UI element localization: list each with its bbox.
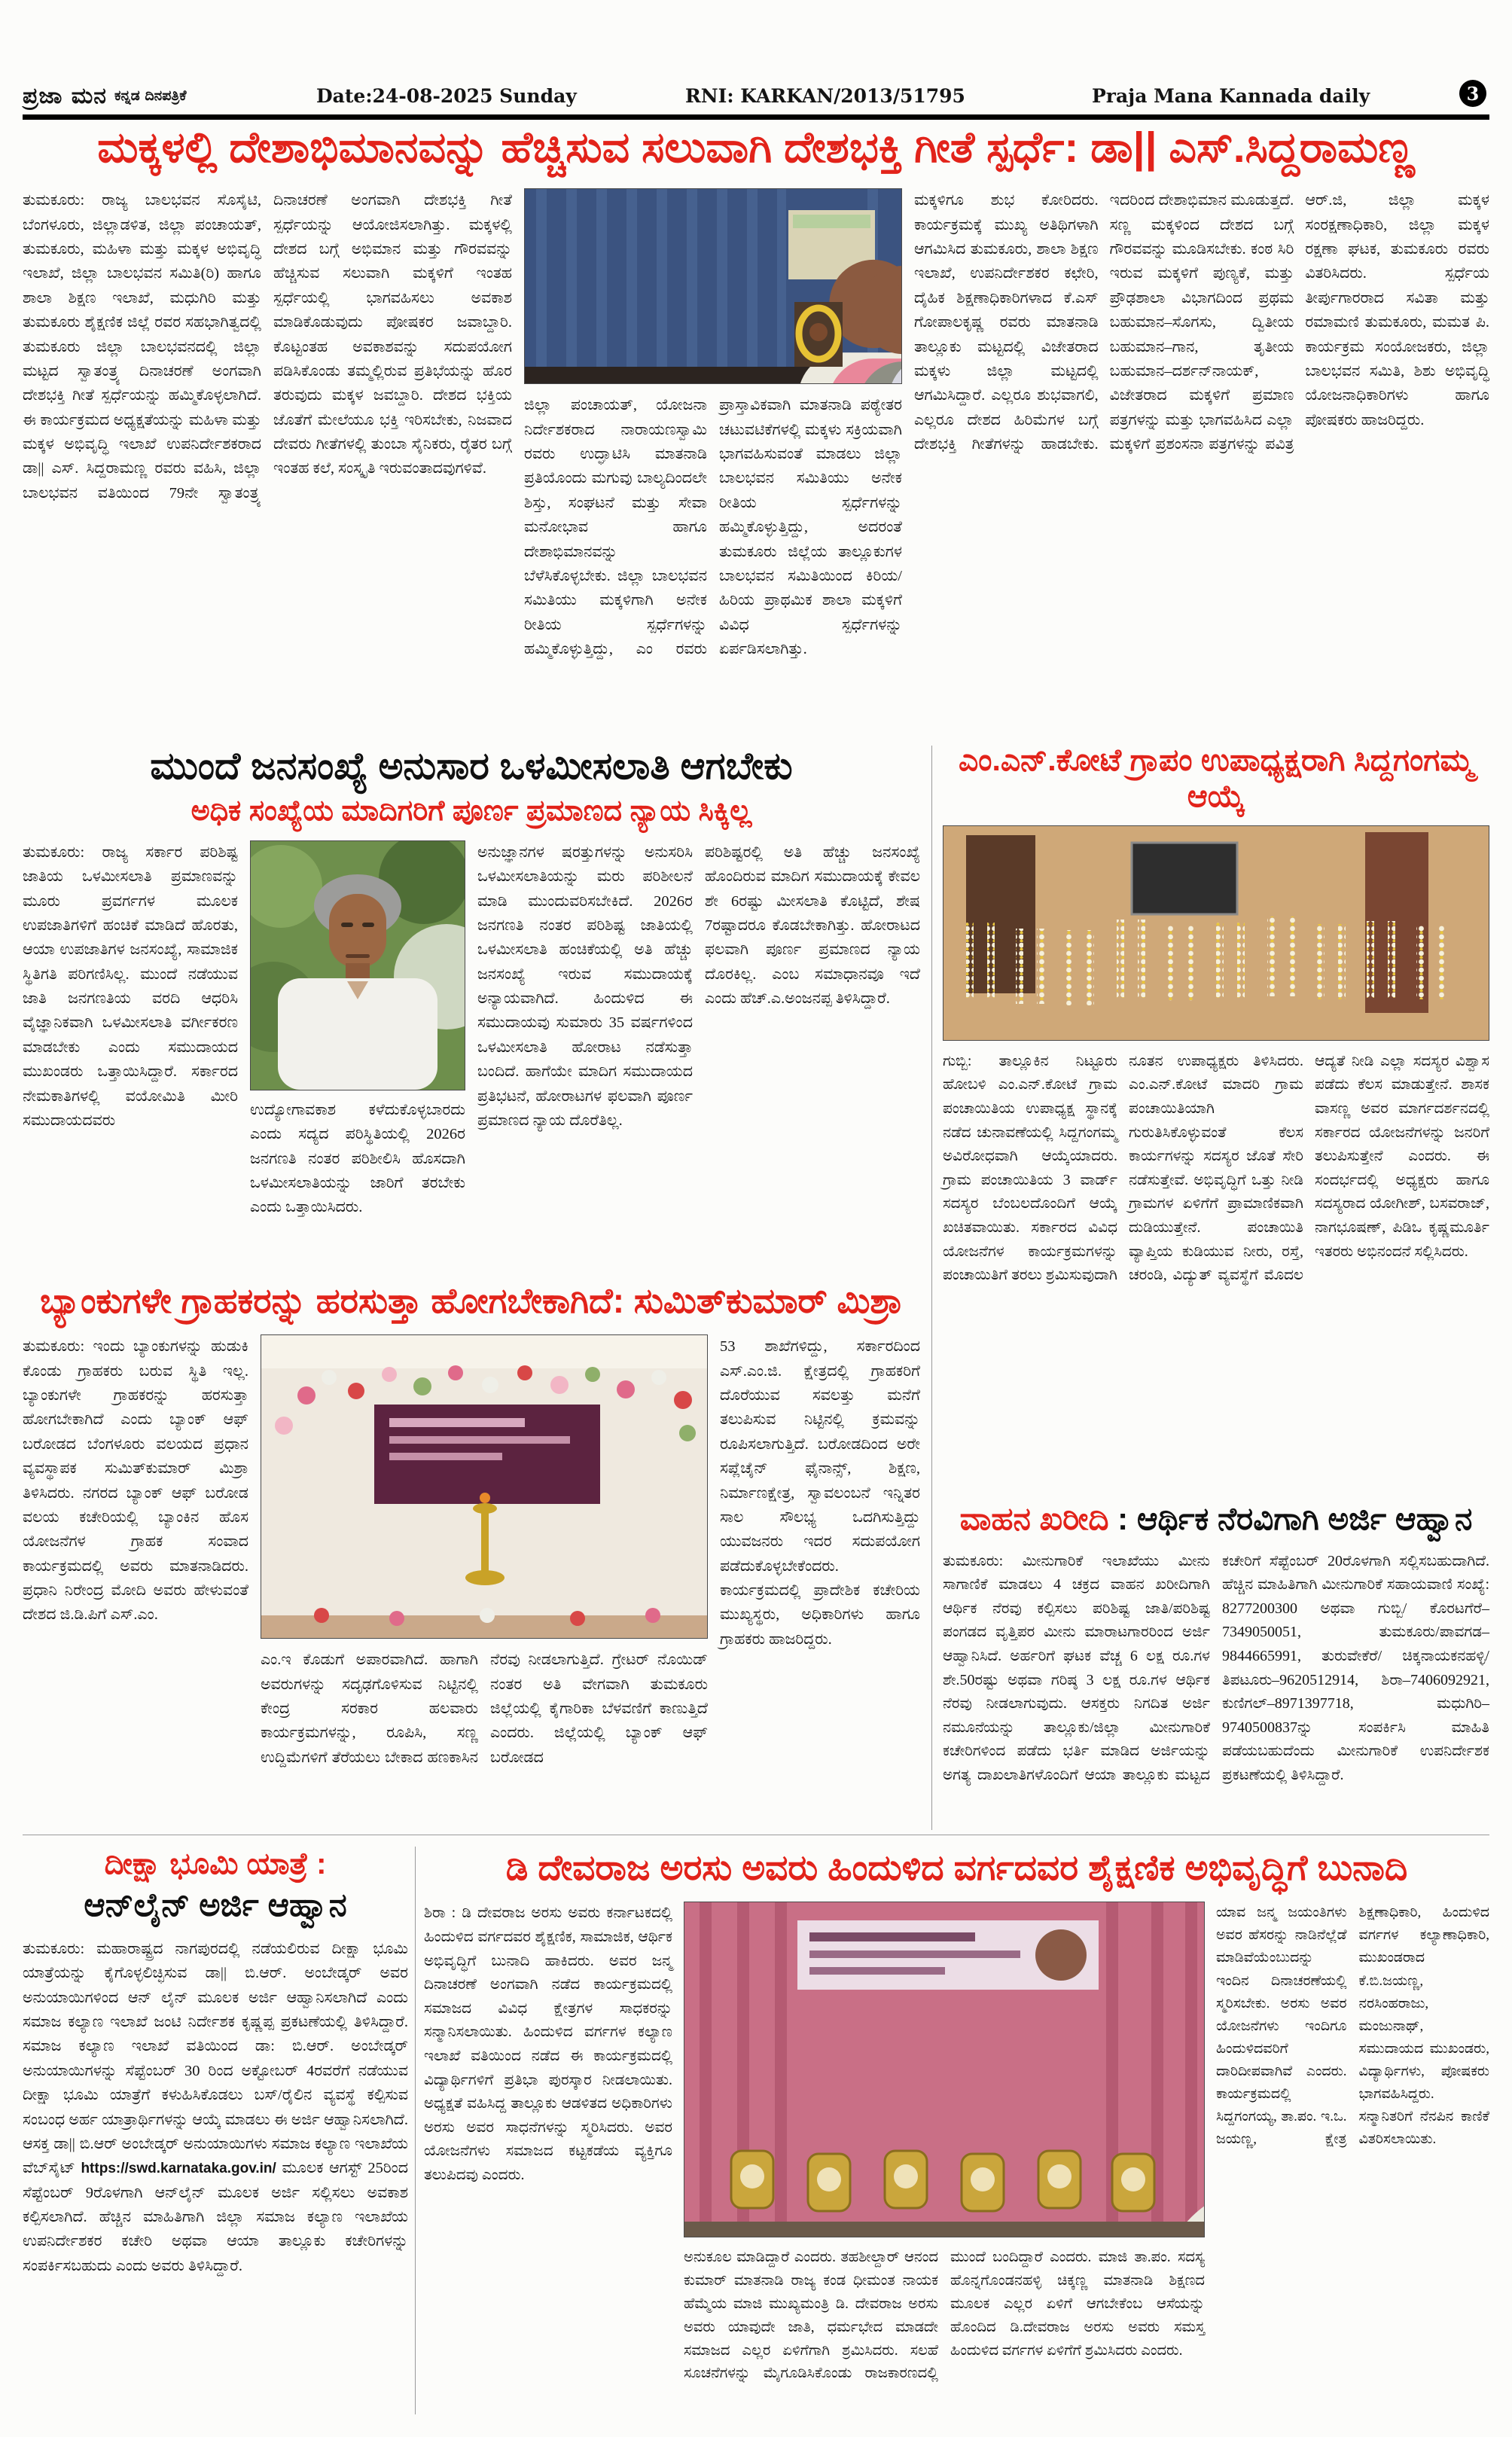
article7-body-mid: ಅನುಕೂಲ ಮಾಡಿದ್ದಾರೆ ಎಂದರು. ತಹಶೀಲ್ದಾರ್ ಆನಂದ ಕುಮಾರ್ ಮಾತನಾಡಿ ರಾಜ್ಯ ಕಂಡ ಧೀಮಂತ ನಾಯಕ ಹೆಮ್ಮೆಯ ಮಾಜಿ ಮುಖ್ಯಮಂತ್ರಿ ಡಿ. ದೇವರಾಜ ಅರಸು ಅವರು ಯಾವುದೇ ಜಾತಿ, ಧರ್ಮಭೇದ ಮಾಡದೇ ಸಮಾಜದ ಎಲ್ಲರ ಏಳಿಗೆಗಾಗಿ ಶ್ರಮಿಸಿದರು. ಸಲಹೆ ಸೂಚನೆಗಳನ್ನು ಮೈಗೂಡಿಸಿಕೊಂಡು ರಾಜಕಾರಣದಲ್ಲಿ ಮುಂದೆ ಬಂದಿದ್ದಾರೆ ಎಂದರು. ಮಾಜಿ ತಾ.ಪಂ. ಸದಸ್ಯ ಹೊನ್ನಗೊಂಡನಹಳ್ಳಿ ಚಿಕ್ಕಣ್ಣ ಮಾತನಾಡಿ ಶಿಕ್ಷಣದ ಮೂಲಕ ಎಲ್ಲರ ಏಳಿಗೆ ಆಗಬೇಕೆಂಬ ಆಸೆಯನ್ನು ಹೊಂದಿದ ಡಿ.ದೇವರಾಜ ಅರಸು ಅವರು ಸಮಸ್ತ ಹಿಂದುಳಿದ ವರ್ಗಗಳ ಏಳಿಗೆಗೆ ಶ್ರಮಿಸಿದರು ಎಂದರು. (684, 2249, 1205, 2382)
article6-body-part1: ತುಮಕೂರು: ಮಹಾರಾಷ್ಟ್ರದ ನಾಗಪುರದಲ್ಲಿ ನಡೆಯಲಿರುವ ದೀಕ್ಷಾ ಭೂಮಿ ಯಾತ್ರೆಯನ್ನು ಕೈಗೊಳ್ಳಲಿಚ್ಛಿಸುವ ಡಾ|| ಬಿ.ಆರ್. ಅಂಬೇಡ್ಕರ್ ಅವರ ಅನುಯಾಯಿಗಳಿಂದ ಆನ್ ಲೈನ್ ಮೂಲಕ ಅರ್ಜಿ ಆಹ್ವಾನಿಸಲಾಗಿದೆ ಎಂದು ಸಮಾಜ ಕಲ್ಯಾಣ ಇಲಾಖೆ ಜಂಟಿ ನಿರ್ದೇಶಕ ಕೃಷ್ಣಪ್ಪ ಪ್ರಕಟಣೆಯಲ್ಲಿ ತಿಳಿಸಿದ್ದಾರೆ. ಸಮಾಜ ಕಲ್ಯಾಣ ಇಲಾಖೆ ವತಿಯಿಂದ ಡಾ: ಬಿ.ಆರ್. ಅಂಬೇಡ್ಕರ್ ಅನುಯಾಯಿಗಳನ್ನು ಸೆಪ್ಟೆಂಬರ್ 30 ರಿಂದ ಅಕ್ಟೋಬರ್ 4ರವರೆಗೆ ನಡೆಯುವ ದೀಕ್ಷಾ ಭೂಮಿ ಯಾತ್ರೆಗೆ ಕಳುಹಿಸಿಕೊಡಲು ಬಸ್/ರೈಲಿನ ವ್ಯವಸ್ಥೆ ಕಲ್ಪಿಸುವ ಸಂಬಂಧ ಅರ್ಹ ಯಾತ್ರಾರ್ಥಿಗಳನ್ನು ಆಯ್ಕೆ ಮಾಡಲು ಈ ಅರ್ಜಿ ಆಹ್ವಾನಿಸಲಾಗಿದೆ. (23, 1940, 408, 2128)
article2-col2: ಉದ್ಯೋಗಾವಕಾಶ ಕಳೆದುಕೊಳ್ಳಬಾರದು ಎಂದು ಸದ್ಯದ ಪರಿಸ್ಥಿತಿಯಲ್ಲಿ 2026ರ ಜನಗಣತಿ ನಂತರ ಪರಿಶೀಲಿಸಿ ಹೊಸದಾಗಿ ಒಳಮೀಸಲಾತಿಯನ್ನು ಜಾರಿಗೆ ತರಬೇಕು ಎಂದು ಒತ್ತಾಯಿಸಿದರು. (250, 1101, 465, 1216)
paper-logo: ಪ್ರಜಾ ಮನ (23, 82, 107, 109)
article1-body-right: ಮಕ್ಕಳಿಗೂ ಶುಭ ಕೋರಿದರು. ಕಾರ್ಯಕ್ರಮಕ್ಕೆ ಮುಖ್ಯ ಅತಿಥಿಗಳಾಗಿ ಆಗಮಿಸಿದ ತುಮಕೂರು, ಶಾಲಾ ಶಿಕ್ಷಣ ಇಲಾಖೆ, ಉಪನಿರ್ದೇಶಕರ ಕಛೇರಿ, ದೈಹಿಕ ಶಿಕ್ಷಣಾಧಿಕಾರಿಗಳಾದ ಕೆ.ಎಸ್ ಗೋಪಾಲಕೃಷ್ಣ ರವರು ಮಾತನಾಡಿ ತಾಲ್ಲೂಕು ಮಟ್ಟದಲ್ಲಿ ವಿಜೇತರಾದ ಮಕ್ಕಳು ಜಿಲ್ಲಾ ಮಟ್ಟದಲ್ಲಿ ಆಗಮಿಸಿದ್ದಾರೆ. ಎಲ್ಲರೂ ಶುಭವಾಗಲಿ, ಎಲ್ಲರೂ ದೇಶದ ಹಿರಿಮೆಗಳ ಬಗ್ಗೆ ದೇಶಭಕ್ತಿ ಗೀತೆಗಳನ್ನು ಹಾಡಬೇಕು. ಇದರಿಂದ ದೇಶಾಭಿಮಾನ ಮೂಡುತ್ತದೆ. ಸಣ್ಣ ಮಕ್ಕಳಿಂದ ದೇಶದ ಬಗ್ಗೆ ಗೌರವವನ್ನು ಮೂಡಿಸಬೇಕು. ಕಂಠ ಸಿರಿ ಇರುವ ಮಕ್ಕಳಿಗೆ ಪುಣ್ಯಕೆ, ಮತ್ತು ಪ್ರೌಢಶಾಲಾ ವಿಭಾಗದಿಂದ ಪ್ರಥಮ ಬಹುಮಾನ–ಸೊಗಸು, ದ್ವಿತೀಯ ಬಹುಮಾನ–ಗಾನ, ತೃತೀಯ ಬಹುಮಾನ–ದರ್ಶನ್‌ನಾಯಕ್, ವಿಜೇತರಾದ ಮಕ್ಕಳಿಗೆ ಪ್ರಮಾಣ ಪತ್ರಗಳನ್ನು ಮತ್ತು ಭಾಗವಹಿಸಿದ ಎಲ್ಲಾ ಮಕ್ಕಳಿಗೆ ಪ್ರಶಂಸನಾ ಪತ್ರಗಳನ್ನು ಪವಿತ್ರ ಆರ್.ಜಿ, ಜಿಲ್ಲಾ ಮಕ್ಕಳ ಸಂರಕ್ಷಣಾಧಿಕಾರಿ, ಜಿಲ್ಲಾ ಮಕ್ಕಳ ರಕ್ಷಣಾ ಘಟಕ, ತುಮಕೂರು ರವರು ವಿತರಿಸಿದರು. ಸ್ಪರ್ಧೆಯ ತೀರ್ಪುಗಾರರಾದ ಸವಿತಾ ಮತ್ತು ರಮಾಮಣಿ ತುಮಕೂರು, ಮಮತ ಪಿ. ಕಾರ್ಯಕ್ರಮ ಸಂಯೋಜಕರು, ಜಿಲ್ಲಾ ಬಾಲಭವನ ಸಮಿತಿ, ಶಿಶು ಅಭಿವೃದ್ಧಿ ಯೋಜನಾಧಿಕಾರಿಗಳು ಹಾಗೂ ಪೋಷಕರು ಹಾಜರಿದ್ದರು. (914, 192, 1489, 453)
article-vahana-kharidi (943, 1500, 1489, 1798)
website-url: https://swd.karnataka.gov.in/ (81, 2161, 276, 2177)
article4-headline: ಬ್ಯಾಂಕುಗಳೇ ಗ್ರಾಹಕರನ್ನು ಹರಸುತ್ತಾ ಹೋಗಬೇಕಾಗಿದೆ: ಸುಮಿತ್‌ಕುಮಾರ್ ಮಿಶ್ರಾ (40, 1281, 903, 1320)
article-grapan-upadhyaksha (943, 742, 1489, 1472)
article1-body-left: ತುಮಕೂರು: ರಾಜ್ಯ ಬಾಲಭವನ ಸೊಸೈಟಿ, ಬೆಂಗಳೂರು, ಜಿಲ್ಲಾಡಳಿತ, ಜಿಲ್ಲಾ ಪಂಚಾಯತ್, ತುಮಕೂರು, ಮಹಿಳಾ ಮತ್ತು ಮಕ್ಕಳ ಅಭಿವೃದ್ಧಿ ಇಲಾಖೆ, ಜಿಲ್ಲಾ ಬಾಲಭವನ ಸಮಿತಿ(ರಿ) ಹಾಗೂ ಶಾಲಾ ಶಿಕ್ಷಣ ಇಲಾಖೆ, ಮಧುಗಿರಿ ಮತ್ತು ತುಮಕೂರು ಶೈಕ್ಷಣಿಕ ಜಿಲ್ಲೆ ರವರ ಸಹಭಾಗಿತ್ವದಲ್ಲಿ ತುಮಕೂರು ಜಿಲ್ಲಾ ಬಾಲಭವನದಲ್ಲಿ ಜಿಲ್ಲಾ ಮಟ್ಟದ ಸ್ವಾತಂತ್ರ್ಯ ದಿನಾಚರಣೆ ಅಂಗವಾಗಿ ದೇಶಭಕ್ತಿ ಗೀತೆ ಸ್ಪರ್ಧೆಯನ್ನು ಹಮ್ಮಿಕೊಳ್ಳಲಾಗಿದೆ. ಈ ಕಾರ್ಯಕ್ರಮದ ಅಧ್ಯಕ್ಷತೆಯನ್ನು ಮಹಿಳಾ ಮತ್ತು ಮಕ್ಕಳ ಅಭಿವೃದ್ಧಿ ಇಲಾಖೆ ಉಪನಿರ್ದೇಶಕರಾದ ಡಾ|| ಎಸ್. ಸಿದ್ದರಾಮಣ್ಣ ರವರು ವಹಿಸಿ, ಜಿಲ್ಲಾ ಬಾಲಭವನ ವತಿಯಿಂದ 79ನೇ ಸ್ವಾತಂತ್ರ್ಯ ದಿನಾಚರಣೆ ಅಂಗವಾಗಿ ದೇಶಭಕ್ತಿ ಗೀತೆ ಸ್ಪರ್ಧೆಯನ್ನು ಆಯೋಜಿಸಲಾಗಿತ್ತು. ಮಕ್ಕಳಲ್ಲಿ ದೇಶದ ಬಗ್ಗೆ ಅಭಿಮಾನ ಮತ್ತು ಗೌರವವನ್ನು ಹೆಚ್ಚಿಸುವ ಸಲುವಾಗಿ ಮಕ್ಕಳಿಗೆ ಇಂತಹ ಸ್ಪರ್ಧೆಯಲ್ಲಿ ಭಾಗವಹಿಸಲು ಅವಕಾಶ ಮಾಡಿಕೊಡುವುದು ಪೋಷಕರ ಜವಾಬ್ದಾರಿ. ಕೊಟ್ಟಂತಹ ಅವಕಾಶವನ್ನು ಸದುಪಯೋಗ ಪಡಿಸಿಕೊಂಡು ತಮ್ಮಲ್ಲಿರುವ ಪ್ರತಿಭೆಯನ್ನು ಹೊರ ತರುವುದು ಮಕ್ಕಳ ಜವಬ್ದಾರಿ. ದೇಶದ ಭಕ್ತಿಯ ಜೊತೆಗೆ ಮೇಲೆಯೂ ಭಕ್ತಿ ಇರಿಸಬೇಕು, ನಿಜವಾದ ದೇವರು ಗೀತೆಗಳಲ್ಲಿ ತುಂಬಾ ಸೈನಿಕರು, ರೈತರ ಬಗ್ಗೆ ಇಂತಹ ಕಲೆ, ಸಂಸ್ಕೃತಿ ಇರುವಂತಾದವುಗಳಿವೆ. (23, 192, 512, 502)
masthead-rule (23, 114, 1489, 120)
award-ceremony-illustration (684, 1902, 1204, 2237)
article7-body-left: ಶಿರಾ : ಡಿ ದೇವರಾಜ ಅರಸು ಅವರು ಕರ್ನಾಟಕದಲ್ಲಿ ಹಿಂದುಳಿದ ವರ್ಗದವರ ಶೈಕ್ಷಣಿಕ, ಸಾಮಾಜಿಕ, ಆರ್ಥಿಕ ಅಭಿವೃದ್ಧಿಗೆ ಬುನಾದಿ ಹಾಕಿದರು. ಅವರ ಜನ್ಮ ದಿನಾಚರಣೆ ಅಂಗವಾಗಿ ನಡೆದ ಕಾರ್ಯಕ್ರಮದಲ್ಲಿ ಸಮಾಜದ ವಿವಿಧ ಕ್ಷೇತ್ರಗಳ ಸಾಧಕರನ್ನು ಸನ್ಮಾನಿಸಲಾಯಿತು. ಹಿಂದುಳಿದ ವರ್ಗಗಳ ಕಲ್ಯಾಣ ಇಲಾಖೆ ವತಿಯಿಂದ ನಡೆದ ಈ ಕಾರ್ಯಕ್ರಮದಲ್ಲಿ ವಿದ್ಯಾರ್ಥಿಗಳಿಗೆ ಪ್ರತಿಭಾ ಪುರಸ್ಕಾರ ನೀಡಲಾಯಿತು. ಅಧ್ಯಕ್ಷತೆ ವಹಿಸಿದ್ದ ತಾಲ್ಲೂಕು ಆಡಳಿತದ ಅಧಿಕಾರಿಗಳು ಅರಸು ಅವರ ಸಾಧನೆಗಳನ್ನು ಸ್ಮರಿಸಿದರು. ಅವರ ಯೋಜನೆಗಳು ಸಮಾಜದ ಕಟ್ಟಕಡೆಯ ವ್ಯಕ್ತಿಗೂ ತಲುಪಿದವು ಎಂದರು. (424, 1905, 672, 2183)
article2-col4: ಪರಿಶಿಷ್ಟರಲ್ಲಿ ಅತಿ ಹೆಚ್ಚು ಜನಸಂಖ್ಯೆ ಹೊಂದಿರುವ ಮಾದಿಗ ಸಮುದಾಯಕ್ಕೆ ಕೇವಲ ಶೇ 6ರಷ್ಟು ಮೀಸಲಾತಿ ಕೊಟ್ಟಿದೆ, ಶೇಷ 7ರಷ್ಟಾದರೂ ಕೊಡಬೇಕಾಗಿತ್ತು. ಹೋರಾಟದ ಫಲವಾಗಿ ಪೂರ್ಣ ಪ್ರಮಾಣದ ನ್ಯಾಯ ದೊರಕಿಲ್ಲ. ಎಂಬ ಸಮಾಧಾನವೂ ಇದೆ ಎಂದು ಹೆಚ್.ಎ.ಅಂಜನಪ್ಪ ತಿಳಿಸಿದ್ದಾರೆ. (705, 843, 920, 1008)
article4-col1: ತುಮಕೂರು: ಇಂದು ಬ್ಯಾಂಕುಗಳನ್ನು ಹುಡುಕಿ ಕೊಂಡು ಗ್ರಾಹಕರು ಬರುವ ಸ್ಥಿತಿ ಇಲ್ಲ. ಬ್ಯಾಂಕುಗಳೇ ಗ್ರಾಹಕರನ್ನು ಹರಸುತ್ತಾ ಹೋಗಬೇಕಾಗಿದೆ ಎಂದು ಬ್ಯಾಂಕ್ ಆಫ್ ಬರೋಡದ ಬೆಂಗಳೂರು ವಲಯದ ಪ್ರಧಾನ ವ್ಯವಸ್ಥಾಪಕ ಸುಮಿತ್‌ಕುಮಾರ್ ಮಿಶ್ರಾ ತಿಳಿಸಿದರು. ನಗರದ ಬ್ಯಾಂಕ್ ಆಫ್ ಬರೋಡ ವಲಯ ಕಚೇರಿಯಲ್ಲಿ ಬ್ಯಾಂಕಿನ ಹೊಸ ಯೋಜನೆಗಳ ಗ್ರಾಹಕ ಸಂವಾದ ಕಾರ್ಯಕ್ರಮದಲ್ಲಿ ಅವರು ಮಾತನಾಡಿದರು. ಪ್ರಧಾನಿ ನಿರೇಂದ್ರ ಮೋದಿ ಅವರು ಹೇಳುವಂತೆ ದೇಶದ ಜಿ.ಡಿ.ಪಿಗೆ ಎಸ್.ಎಂ. (23, 1338, 248, 1624)
article2-subheadline: ಅಧಿಕ ಸಂಖ್ಯೆಯ ಮಾದಿಗರಿಗೆ ಪೂರ್ಣ ಪ್ರಮಾಣದ ನ್ಯಾಯ ಸಿಕ್ಕಿಲ್ಲ (191, 795, 752, 827)
award-ceremony-photo (684, 1902, 1205, 2237)
article6-headline-black: ಆನ್‌ಲೈನ್ ಅರ್ಜಿ ಆಹ್ವಾನ (84, 1887, 347, 1924)
article-bank-grahakaru (23, 1280, 920, 1804)
article5-headline-rest: : ಆರ್ಥಿಕ ನೆರವಿಗಾಗಿ ಅರ್ಜಿ ಆಹ್ವಾನ (1108, 1501, 1473, 1536)
garland-group-photo (943, 825, 1489, 1041)
article7-body-right: ಯಾವ ಜನ್ಮ ಜಯಂತಿಗಳು ಅವರ ಹೆಸರನ್ನು ನಾಡಿನೆಲ್ಲೆಡೆ ಮಾಡಿವೆಯೆಂಬುದನ್ನು ಇಂದಿನ ದಿನಾಚರಣೆಯಲ್ಲಿ ಸ್ಮರಿಸಬೇಕು. ಅರಸು ಅವರ ಯೋಜನೆಗಳು ಇಂದಿಗೂ ಹಿಂದುಳಿದವರಿಗೆ ದಾರಿದೀಪವಾಗಿವೆ ಎಂದರು. ಕಾರ್ಯಕ್ರಮದಲ್ಲಿ ಸಿದ್ದಗಂಗಯ್ಯ, ತಾ.ಪಂ. ಇ.ಒ. ಜಯಣ್ಣ, ಕ್ಷೇತ್ರ ಶಿಕ್ಷಣಾಧಿಕಾರಿ, ಹಿಂದುಳಿದ ವರ್ಗಗಳ ಕಲ್ಯಾಣಾಧಿಕಾರಿ, ಮುಖಂಡರಾದ ಕೆ.ಬಿ.ಜಯಣ್ಣ, ನರಸಿಂಹರಾಜು, ಮಂಜುನಾಥ್, ಸಮುದಾಯದ ಮುಖಂಡರು, ವಿದ್ಯಾರ್ಥಿಗಳು, ಪೋಷಕರು ಭಾಗವಹಿಸಿದ್ದರು. ಸನ್ಮಾನಿತರಿಗೆ ನೆನಪಿನ ಕಾಣಿಕೆ ವಿತರಿಸಲಾಯಿತು. (1216, 1905, 1489, 2147)
paper-name-english: Praja Mana Kannada daily (1092, 84, 1370, 107)
stage-group-photo (524, 188, 902, 384)
article2-headline: ಮುಂದೆ ಜನಸಂಖ್ಯೆ ಅನುಸಾರ ಒಳಮೀಸಲಾತಿ ಆಗಬೇಕು (150, 745, 793, 787)
stage-group-photo-illustration (525, 189, 901, 383)
article-olamisalati (23, 744, 920, 1231)
bank-event-illustration (261, 1335, 707, 1638)
article7-headline: ಡಿ ದೇವರಾಜ ಅರಸು ಅವರು ಹಿಂದುಳಿದ ವರ್ಗದವರ ಶೈಕ್ಷಣಿಕ ಅಭಿವೃದ್ಧಿಗೆ ಬುನಾದಿ (505, 1847, 1408, 1887)
leader-portrait-illustration (251, 841, 465, 1090)
edition-date: Date:24-08-2025 Sunday (316, 84, 577, 107)
leader-portrait-photo (250, 840, 465, 1090)
article5-headline-red: ವಾಹನ ಖರೀದಿ (959, 1501, 1109, 1536)
article6-body-part3: ಮೂಲಕ ಆಗಸ್ಟ್ 25ರಿಂದ ಸೆಪ್ಟೆಂಬರ್ 9ರೊಳಗಾಗಿ ಆನ್‌ಲೈನ್ ಮೂಲಕ ಅರ್ಜಿ ಸಲ್ಲಿಸಲು ಅವಕಾಶ ಕಲ್ಪಿಸಲಾಗಿದೆ. ಹೆಚ್ಚಿನ ಮಾಹಿತಿಗಾಗಿ ಜಿಲ್ಲಾ ಸಮಾಜ ಕಲ್ಯಾಣ ಇಲಾಖೆಯ ಉಪನಿರ್ದೇಶಕರ ಕಚೇರಿ ಅಥವಾ ಆಯಾ ತಾಲ್ಲೂಕು ಕಚೇರಿಗಳನ್ನು ಸಂಪರ್ಕಿಸಬಹುದು ಎಂದು ಅವರು ತಿಳಿಸಿದ್ದಾರೆ. (23, 2160, 409, 2274)
article5-headline (943, 1500, 1489, 1538)
article3-body: ಗುಬ್ಬಿ: ತಾಲ್ಲೂಕಿನ ನಿಟ್ಟೂರು ಹೋಬಳಿ ಎಂ.ಎನ್.ಕೋಟೆ ಗ್ರಾಮ ಪಂಚಾಯಿತಿಯ ಉಪಾಧ್ಯಕ್ಷ ಸ್ಥಾನಕ್ಕೆ ನಡೆದ ಚುನಾವಣೆಯಲ್ಲಿ ಸಿದ್ದಗಂಗಮ್ಮ ಅವಿರೋಧವಾಗಿ ಆಯ್ಕೆಯಾದರು. ಗ್ರಾಮ ಪಂಚಾಯಿತಿಯ 3 ವಾರ್ಡ್ ಸದಸ್ಯರ ಬೆಂಬಲದೊಂದಿಗೆ ಆಯ್ಕೆ ಖಚಿತವಾಯಿತು. ಸರ್ಕಾರದ ವಿವಿಧ ಯೋಜನೆಗಳ ಕಾರ್ಯಕ್ರಮಗಳನ್ನು ಪಂಚಾಯಿತಿಗೆ ತರಲು ಶ್ರಮಿಸುವುದಾಗಿ ನೂತನ ಉಪಾಧ್ಯಕ್ಷರು ತಿಳಿಸಿದರು. ಎಂ.ಎನ್.ಕೋಟೆ ಮಾದರಿ ಗ್ರಾಮ ಪಂಚಾಯಿತಿಯಾಗಿ ಗುರುತಿಸಿಕೊಳ್ಳುವಂತೆ ಕೆಲಸ ಕಾರ್ಯಗಳನ್ನು ಸದಸ್ಯರ ಜೊತೆ ಸೇರಿ ನಡೆಸುತ್ತೇವೆ. ಅಭಿವೃದ್ಧಿಗೆ ಒತ್ತು ನೀಡಿ ಗ್ರಾಮಗಳ ಏಳಿಗೆಗೆ ಪ್ರಾಮಾಣಿಕವಾಗಿ ದುಡಿಯುತ್ತೇನೆ. ಪಂಚಾಯಿತಿ ವ್ಯಾಪ್ತಿಯ ಕುಡಿಯುವ ನೀರು, ರಸ್ತೆ, ಚರಂಡಿ, ವಿದ್ಯುತ್ ವ್ಯವಸ್ಥೆಗೆ ಮೊದಲ ಆದ್ಯತೆ ನೀಡಿ ಎಲ್ಲಾ ಸದಸ್ಯರ ವಿಶ್ವಾಸ ಪಡೆದು ಕೆಲಸ ಮಾಡುತ್ತೇನೆ. ಶಾಸಕ ವಾಸಣ್ಣ ಅವರ ಮಾರ್ಗದರ್ಶನದಲ್ಲಿ ಸರ್ಕಾರದ ಯೋಜನೆಗಳನ್ನು ಜನರಿಗೆ ತಲುಪಿಸುತ್ತೇನೆ ಎಂದರು. ಈ ಸಂದರ್ಭದಲ್ಲಿ ಅಧ್ಯಕ್ಷರು ಹಾಗೂ ಸದಸ್ಯರಾದ ಯೋಗೀಶ್, ಬಸವರಾಜ್, ನಾಗಭೂಷಣ್, ಪಿಡಿಒ ಕೃಷ್ಣಮೂರ್ತಿ ಇತರರು ಅಭಿನಂದನೆ ಸಲ್ಲಿಸಿದರು. (943, 1052, 1489, 1284)
article3-headline: ಎಂ.ಎನ್.ಕೋಟೆ ಗ್ರಾಪಂ ಉಪಾಧ್ಯಕ್ಷರಾಗಿ ಸಿದ್ದಗಂಗಮ್ಮ ಆಯ್ಕೆ (958, 743, 1474, 814)
article5-body: ತುಮಕೂರು: ಮೀನುಗಾರಿಕೆ ಇಲಾಖೆಯು ಮೀನು ಸಾಗಾಣಿಕೆ ಮಾಡಲು 4 ಚಕ್ರದ ವಾಹನ ಖರೀದಿಗಾಗಿ ಆರ್ಥಿಕ ನೆರವು ಕಲ್ಪಿಸಲು ಪರಿಶಿಷ್ಟ ಜಾತಿ/ಪರಿಶಿಷ್ಟ ಪಂಗಡದ ವೃತ್ತಿಪರ ಮೀನು ಮಾರಾಟಗಾರರಿಂದ ಅರ್ಜಿ ಆಹ್ವಾನಿಸಿದೆ. ಅರ್ಹರಿಗೆ ಘಟಕ ವೆಚ್ಚ 6 ಲಕ್ಷ ರೂ.ಗಳ ಶೇ.50ರಷ್ಟು ಅಥವಾ ಗರಿಷ್ಠ 3 ಲಕ್ಷ ರೂ.ಗಳ ಆರ್ಥಿಕ ನೆರವು ನೀಡಲಾಗುವುದು. ಆಸಕ್ತರು ನಿಗದಿತ ಅರ್ಜಿ ನಮೂನೆಯನ್ನು ತಾಲ್ಲೂಕು/ಜಿಲ್ಲಾ ಮೀನುಗಾರಿಕೆ ಕಚೇರಿಗಳಿಂದ ಪಡೆದು ಭರ್ತಿ ಮಾಡಿದ ಅರ್ಜಿಯನ್ನು ಅಗತ್ಯ ದಾಖಲಾತಿಗಳೊಂದಿಗೆ ಆಯಾ ತಾಲ್ಲೂಕು ಮಟ್ಟದ ಕಚೇರಿಗೆ ಸೆಪ್ಟೆಂಬರ್ 20ರೊಳಗಾಗಿ ಸಲ್ಲಿಸಬಹುದಾಗಿದೆ. ಹೆಚ್ಚಿನ ಮಾಹಿತಿಗಾಗಿ ಮೀನುಗಾರಿಕೆ ಸಹಾಯವಾಣಿ ಸಂಖ್ಯೆ: 8277200300 ಅಥವಾ ಗುಬ್ಬಿ/ ಕೊರಟಗೆರೆ–7349050051, ತುಮಕೂರು/ಪಾವಗಡ–9844665991, ತುರುವೇಕೆರೆ/ ಚಿಕ್ಕನಾಯಕನಹಳ್ಳಿ/ ತಿಪಟೂರು–9620512914, ಶಿರಾ–7406092921, ಕುಣಿಗಲ್–8971397718, ಮಧುಗಿರಿ–9740500837ನ್ನು ಸಂಪರ್ಕಿಸಿ ಮಾಹಿತಿ ಪಡೆಯಬಹುದೆಂದು ಮೀನುಗಾರಿಕೆ ಉಪನಿರ್ದೇಶಕ ಪ್ರಕಟಣೆಯಲ್ಲಿ ತಿಳಿಸಿದ್ದಾರೆ. (943, 1552, 1489, 1783)
rni-number: RNI: KARKAN/2013/51795 (685, 84, 965, 107)
garland-group-illustration (943, 826, 1489, 1040)
article-deeksha-bhoomi (23, 1847, 408, 2278)
page-number-badge: 3 (1459, 80, 1486, 107)
article2-col1: ತುಮಕೂರು: ರಾಜ್ಯ ಸರ್ಕಾರ ಪರಿಶಿಷ್ಟ ಜಾತಿಯ ಒಳಮೀಸಲಾತಿ ಪ್ರಮಾಣವನ್ನು ಮೂರು ಪ್ರವರ್ಗಗಳ ಮೂಲಕ ಉಪಜಾತಿಗಳಿಗೆ ಹಂಚಿಕೆ ಮಾಡಿದೆ ಹೊರತು, ಆಯಾ ಉಪಜಾತಿಗಳ ಜನಸಂಖ್ಯೆ, ಸಾಮಾಜಿಕ ಸ್ಥಿತಿಗತಿ ಪರಿಗಣಿಸಿಲ್ಲ. ಮುಂದೆ ನಡೆಯುವ ಜಾತಿ ಜನಗಣತಿಯ ವರದಿ ಆಧರಿಸಿ ವೈಜ್ಞಾನಿಕವಾಗಿ ಒಳಮೀಸಲಾತಿ ವರ್ಗೀಕರಣ ಮಾಡಬೇಕು ಎಂದು ಸಮುದಾಯದ ಮುಖಂಡರು ಒತ್ತಾಯಿಸಿದ್ದಾರೆ. ಸರ್ಕಾರದ ನೇಮಕಾತಿಗಳಲ್ಲಿ ವಯೋಮಿತಿ ಮೀರಿ ಸಮುದಾಯದವರು (23, 843, 238, 1129)
article6-headline-red: ದೀಕ್ಷಾ ಭೂಮಿ ಯಾತ್ರೆ : (104, 1847, 327, 1880)
article-devaraja-arasu (424, 1847, 1489, 2411)
article4-body-mid: ಎಂ.ಇ ಕೊಡುಗೆ ಅಪಾರವಾಗಿದೆ. ಹಾಗಾಗಿ ಅವರುಗಳನ್ನು ಸದೃಢಗೊಳಿಸುವ ನಿಟ್ಟಿನಲ್ಲಿ ಕೇಂದ್ರ ಸರಕಾರ ಹಲವಾರು ಕಾರ್ಯಕ್ರಮಗಳನ್ನು, ರೂಪಿಸಿ, ಸಣ್ಣ ಉದ್ದಿಮೆಗಳಿಗೆ ತೆರೆಯಲು ಬೇಕಾದ ಹಣಕಾಸಿನ ನೆರವು ನೀಡಲಾಗುತ್ತಿದೆ. ಗ್ರೇಟರ್ ನೊಯಿಡ್ ನಂತರ ಅತಿ ವೇಗವಾಗಿ ತುಮಕೂರು ಜಿಲ್ಲೆಯಲ್ಲಿ ಕೈಗಾರಿಕಾ ಬೆಳವಣಿಗೆ ಕಾಣುತ್ತಿದೆ ಎಂದರು. ಜಿಲ್ಲೆಯಲ್ಲಿ ಬ್ಯಾಂಕ್ ಆಫ್ ಬರೋಡದ (261, 1652, 708, 1766)
column-divider-center (931, 746, 932, 1830)
masthead (23, 78, 1489, 113)
bank-event-photo (261, 1334, 708, 1639)
column-divider-bottom (415, 1847, 416, 2414)
article6-body-part2: ಆಸಕ್ತ ಡಾ|| ಬಿ.ಆರ್ ಅಂಬೇಡ್ಕರ್ ಅನುಯಾಯಿಗಳು ಸಮಾಜ ಕಲ್ಯಾಣ ಇಲಾಖೆಯ ವೆಬ್‌ಸೈಟ್ (23, 2135, 408, 2177)
paper-logo-subtitle: ಕನ್ನಡ ದಿನಪತ್ರಿಕೆ (114, 87, 187, 104)
article1-body-mid: ಜಿಲ್ಲಾ ಪಂಚಾಯತ್, ಯೋಜನಾ ನಿರ್ದೇಶಕರಾದ ನಾರಾಯಣಸ್ವಾಮಿ ರವರು ಉದ್ಘಾಟಿಸಿ ಮಾತನಾಡಿ ಪ್ರತಿಯೊಂದು ಮಗುವು ಬಾಲ್ಯದಿಂದಲೇ ಶಿಸ್ತು, ಸಂಘಟನೆ ಮತ್ತು ಸೇವಾ ಮನೋಭಾವ ಹಾಗೂ ದೇಶಾಭಿಮಾನವನ್ನು ಬೆಳೆಸಿಕೊಳ್ಳಬೇಕು. ಜಿಲ್ಲಾ ಬಾಲಭವನ ಸಮಿತಿಯು ಮಕ್ಕಳಿಗಾಗಿ ಅನೇಕ ರೀತಿಯ ಸ್ಪರ್ಧೆಗಳನ್ನು ಹಮ್ಮಿಕೊಳ್ಳುತ್ತಿದ್ದು, ಎಂ ರವರು ಪ್ರಾಸ್ತಾವಿಕವಾಗಿ ಮಾತನಾಡಿ ಪಠ್ಯೇತರ ಚಟುವಟಿಕೆಗಳಲ್ಲಿ ಮಕ್ಕಳು ಸಕ್ರಿಯವಾಗಿ ಭಾಗವಹಿಸುವಂತೆ ಮಾಡಲು ಜಿಲ್ಲಾ ಬಾಲಭವನ ಸಮಿತಿಯು ಅನೇಕ ರೀತಿಯ ಸ್ಪರ್ಧೆಗಳನ್ನು ಹಮ್ಮಿಕೊಳ್ಳುತ್ತಿದ್ದು, ಅದರಂತೆ ತುಮಕೂರು ಜಿಲ್ಲೆಯ ತಾಲ್ಲೂಕುಗಳ ಬಾಲಭವನ ಸಮಿತಿಯಿಂದ ಕಿರಿಯ/ಹಿರಿಯ ಪ್ರಾಥಮಿಕ ಶಾಲಾ ಮಕ್ಕಳಿಗೆ ವಿವಿಧ ಸ್ಪರ್ಧೆಗಳನ್ನು ಏರ್ಪಡಿಸಲಾಗಿತ್ತು. (524, 397, 902, 657)
article1-headline: ಮಕ್ಕಳಲ್ಲಿ ದೇಶಾಭಿಮಾನವನ್ನು ಹೆಚ್ಚಿಸುವ ಸಲುವಾಗಿ ದೇಶಭಕ್ತಿ ಗೀತೆ ಸ್ಪರ್ಧೆ: ಡಾ|| ಎಸ್.ಸಿದ್ದರಾಮಣ್ಣ (97, 124, 1415, 172)
article-geete-spardhe (23, 123, 1489, 679)
article4-col4: 53 ಶಾಖೆಗಳಿದ್ದು, ಸರ್ಕಾರದಿಂದ ಎಸ್.ಎಂ.ಜಿ. ಕ್ಷೇತ್ರದಲ್ಲಿ ಗ್ರಾಹಕರಿಗೆ ದೊರೆಯುವ ಸವಲತ್ತು ಮನೆಗೆ ತಲುಪಿಸುವ ನಿಟ್ಟಿನಲ್ಲಿ ಕ್ರಮವನ್ನು ರೂಪಿಸಲಾಗುತ್ತಿದೆ. ಬರೋಡದಿಂದ ಅರೇ ಸಪ್ಲೆಚೈನ್ ಫೈನಾನ್ಸ್, ಶಿಕ್ಷಣ, ನಿರ್ಮಾಣಕ್ಷೇತ್ರ, ಸ್ವಾವಲಂಬನೆ ಇನ್ನಿತರ ಸಾಲ ಸೌಲಭ್ಯ ಒದಗಿಸುತ್ತಿದ್ದು ಯುವಜನರು ಇದರ ಸದುಪಯೋಗ ಪಡೆದುಕೊಳ್ಳಬೇಕೆಂದರು. ಕಾರ್ಯಕ್ರಮದಲ್ಲಿ ಪ್ರಾದೇಶಿಕ ಕಚೇರಿಯ ಮುಖ್ಯಸ್ಥರು, ಅಧಿಕಾರಿಗಳು ಹಾಗೂ ಗ್ರಾಹಕರು ಹಾಜರಿದ್ದರು. (720, 1338, 920, 1648)
article2-col3: ಅನುಜ್ಞಾನಗಳ ಷರತ್ತುಗಳನ್ನು ಅನುಸರಿಸಿ ಒಳಮೀಸಲಾತಿಯನ್ನು ಮರು ಪರಿಶೀಲನೆ ಮಾಡಿ ಮುಂದುವರಿಸಬೇಕಿದೆ. 2026ರ ಜನಗಣತಿ ನಂತರ ಪರಿಶಿಷ್ಟ ಜಾತಿಯಲ್ಲಿ ಒಳಮೀಸಲಾತಿ ಹಂಚಿಕೆಯಲ್ಲಿ ಅತಿ ಹೆಚ್ಚು ಜನಸಂಖ್ಯೆ ಇರುವ ಸಮುದಾಯಕ್ಕೆ ಅನ್ಯಾಯವಾಗಿದೆ. ಹಿಂದುಳಿದ ಈ ಸಮುದಾಯವು ಸುಮಾರು 35 ವರ್ಷಗಳಿಂದ ಒಳಮೀಸಲಾತಿ ಹೋರಾಟ ನಡೆಸುತ್ತಾ ಬಂದಿದೆ. ಹಾಗೆಯೇ ಮಾದಿಗ ಸಮುದಾಯದ ಪ್ರತಿಭಟನೆ, ಹೋರಾಟಗಳ ಫಲವಾಗಿ ಪೂರ್ಣ ಪ್ರಮಾಣದ ನ್ಯಾಯ ದೊರೆತಿಲ್ಲ. (477, 843, 693, 1129)
